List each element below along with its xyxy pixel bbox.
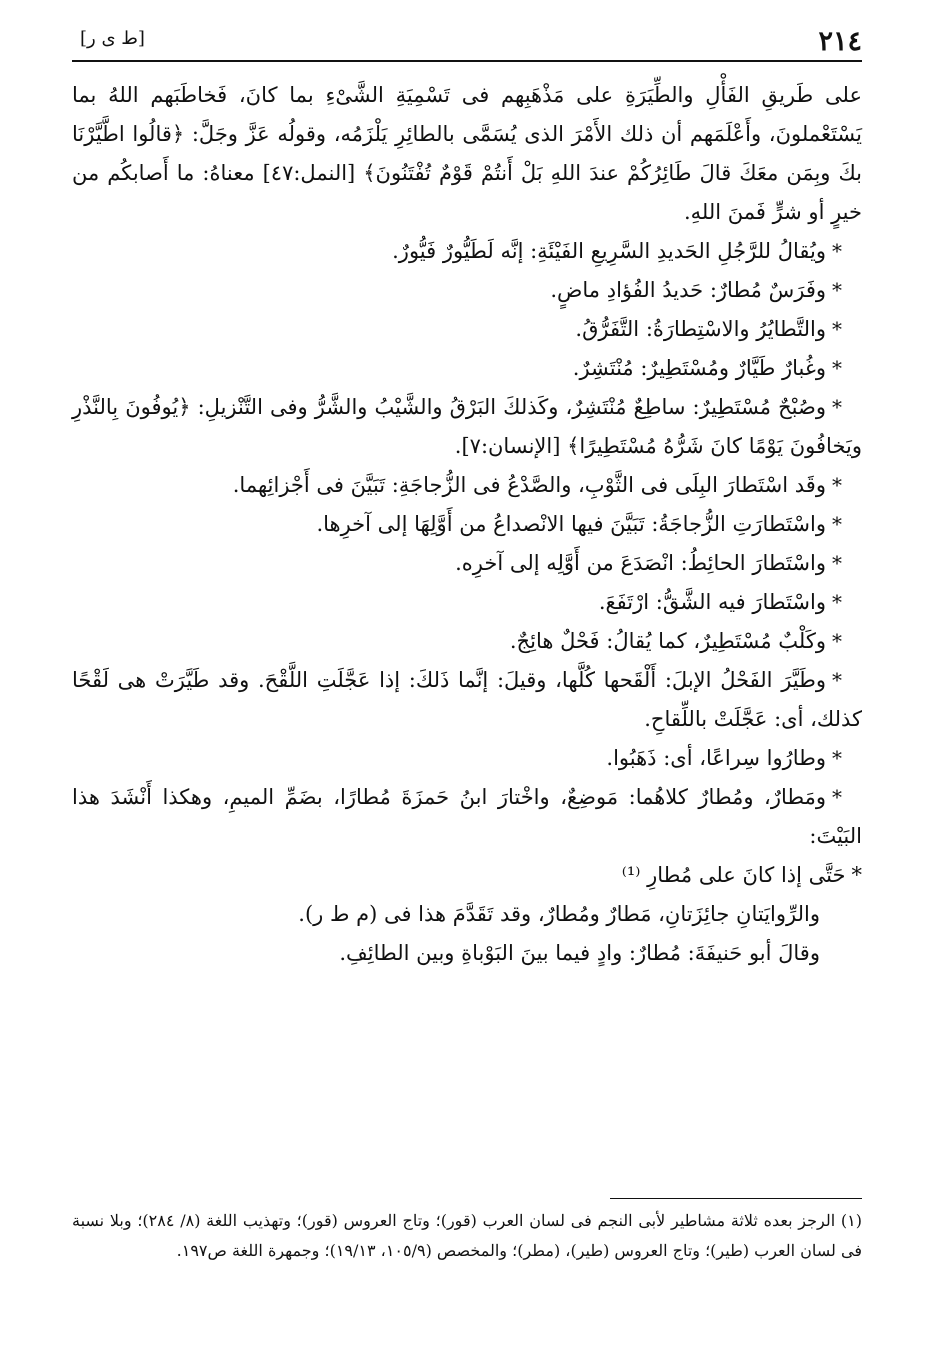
entry-paragraph	[72, 310, 862, 349]
entry-asterisk: *	[832, 629, 842, 653]
entry-asterisk: *	[832, 395, 842, 419]
entry-paragraph	[72, 739, 862, 778]
body-text	[72, 76, 862, 973]
entry-paragraph	[72, 622, 862, 661]
header-rule	[72, 60, 862, 62]
entry-text: وقَد اسْتَطارَ البِلَى فى الثَّوْبِ، والصَّدْعُ فى الزُّجاجَةِ: تَبَيَّنَ فى أَجْزائِهما.	[232, 473, 826, 497]
page-header	[72, 22, 862, 62]
footnotes	[72, 1206, 862, 1266]
footnote-rule	[610, 1198, 862, 1199]
body-paragraph: والرِّوايَتانِ جائِزَتانِ، مَطارٌ ومُطارٌ، وقد تَقَدَّمَ هذا فى (م ط ر).	[298, 902, 820, 926]
entry-asterisk: *	[832, 551, 842, 575]
entry-paragraph	[72, 232, 862, 271]
body-paragraph: على طَريقِ الفَأْلِ والطِّيَرَةِ على مَذْهَبِهم فى تَسْمِيَةِ الشَّىْءِ بما كانَ، فَخاطَبَهم اللهُ بما يَسْتَعْملونَ، وأَعْلَمَهم أن ذلك الأَمْرَ الذى يُسَمَّى بالطائِرِ يَلْزَمُه، وقولُه عَزَّ وجَلَّ: ﴿قالُوا اطَّيَّرْنَا بكَ وبِمَن معَكَ قالَ طَائِرُكُمْ عندَ اللهِ بَلْ أَنتُمْ قَوْمٌ تُفْتَنُونَ﴾ [النمل:٤٧] معناهُ: ما أَصابكُم من خيرٍ أو شرٍّ فَمنَ اللهِ.	[72, 83, 862, 224]
entry-text: وطَيَّرَ الفَحْلُ الإبلَ: أَلْقَحها كُلَّها، وقيلَ: إنَّما ذَلكَ: إذا عَجَّلَتِ اللَّقْحَ. وقد طَيَّرَتْ هى لَقْحًا كذلك، أى: عَجَّلَتْ باللِّقاحِ.	[72, 668, 862, 731]
body-paragraph: وقالَ أبو حَنيفَةَ: مُطارٌ: وادٍ فيما بينَ البَوْباةِ وبين الطائِفِ.	[339, 941, 820, 965]
entry-text: ومَطارٌ، ومُطارٌ كلاهُما: مَوضِعٌ، واخْتارَ ابنُ حَمزَةَ مُطارًا، بضَمِّ الميمِ، وهكذا أَنْشَدَ هذا البَيْتَ:	[72, 785, 862, 848]
entry-asterisk: *	[832, 746, 842, 770]
entry-paragraph	[72, 388, 862, 466]
entry-paragraph	[72, 349, 862, 388]
entry-paragraph	[72, 544, 862, 583]
footnote-1: (١) الرجز بعده ثلاثة مشاطير لأبى النجم فى لسان العرب (قور)؛ وتاج العروس (قور)؛ وتهذيب اللغة (٨/ ٢٨٤)؛ وبلا نسبة فى لسان العرب (طير)؛ وتاج العروس (طير)، (مطر)؛ والمخصص (١٠٥/٩، ١٩/١٣)؛ وجمهرة اللغة ص١٩٧.	[72, 1211, 862, 1260]
entry-asterisk: *	[832, 668, 842, 692]
entry-text: وفَرَسٌ مُطارٌ: حَديدُ الفُؤادِ ماضٍ.	[550, 278, 826, 302]
entry-asterisk: *	[832, 785, 842, 809]
entry-paragraph	[72, 661, 862, 739]
page-number: ٢١٤	[818, 26, 862, 57]
entry-paragraph	[72, 583, 862, 622]
entry-text: وصُبْحٌ مُسْتَطِيرٌ: ساطِعٌ مُنْتَشِرٌ، وكَذلكَ البَرْقُ والشَّيْبُ والشَّرُّ وفى التَّنْزيلِ: ﴿يُوفُونَ بِالنَّذْرِ ويَخافُونَ يَوْمًا كانَ شَرُّهُ مُسْتَطِيرًا﴾ [الإنسان:٧].	[72, 395, 862, 458]
entry-text: وكَلْبٌ مُسْتَطِيرٌ، كما يُقالُ: فَحْلٌ هائِجٌ.	[509, 629, 826, 653]
verse-text: حَتَّى إذا كانَ على مُطارِ ⁽¹⁾	[621, 863, 846, 887]
running-head: [ط ى ر]	[80, 28, 145, 49]
entry-text: والتَّطايُرُ والاسْتِطارَةُ: التَّفَرُّقُ.	[575, 317, 826, 341]
entry-text: واسْتَطارَ الحائِطُ: انْصَدَعَ من أَوَّلِه إلى آخرِه.	[455, 551, 826, 575]
entry-asterisk: *	[832, 512, 842, 536]
verse-asterisk: *	[851, 863, 862, 887]
entry-asterisk: *	[832, 473, 842, 497]
entry-text: واسْتَطارَتِ الزُّجاجَةُ: تَبَيَّنَ فيها الانْصداعُ من أَوَّلِهَا إلى آخرِها.	[316, 512, 826, 536]
entry-text: وطارُوا سِراعًا، أى: ذَهَبُوا.	[606, 746, 826, 770]
entry-text: واسْتَطارَ فيه الشَّقُّ: ارْتَفَعَ.	[598, 590, 826, 614]
entry-paragraph	[72, 778, 862, 856]
entry-asterisk: *	[832, 317, 842, 341]
entry-paragraph	[72, 466, 862, 505]
entry-asterisk: *	[832, 356, 842, 380]
entry-paragraph	[72, 505, 862, 544]
entry-text: ويُقالُ للرَّجُلِ الحَديدِ السَّرِيعِ الفَيْئَةِ: إنَّه لَطَيُّورٌ فَيُّورٌ.	[392, 239, 826, 263]
entry-asterisk: *	[832, 590, 842, 614]
entry-text: وغُبارٌ طَيَّارٌ ومُسْتَطِيرٌ: مُنْتَشِرٌ.	[572, 356, 826, 380]
entry-asterisk: *	[832, 278, 842, 302]
page	[72, 22, 862, 973]
entry-paragraph	[72, 271, 862, 310]
verse-line	[72, 856, 862, 895]
entry-asterisk: *	[832, 239, 842, 263]
